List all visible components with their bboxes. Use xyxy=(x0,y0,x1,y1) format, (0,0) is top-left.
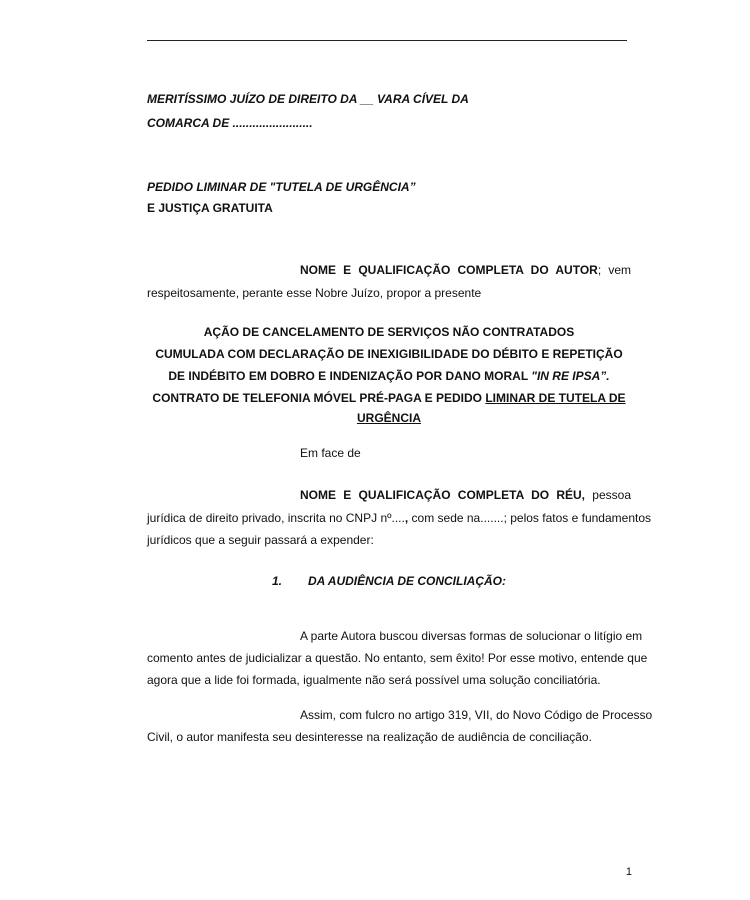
liminar-underlined: LIMINAR DE TUTELA DE xyxy=(485,391,626,405)
section1-number: 1. xyxy=(272,574,283,588)
author-name: NOME E QUALIFICAÇÃO COMPLETA DO AUTOR xyxy=(300,263,598,277)
court-address-line1: MERITÍSSIMO JUÍZO DE DIREITO DA __ VARA CÍVEL DA xyxy=(147,92,469,106)
defendant-name-tail: pessoa xyxy=(585,488,631,502)
section1-title: DA AUDIÊNCIA DE CONCILIAÇÃO: xyxy=(308,574,506,588)
defendant-line1 xyxy=(300,485,631,505)
request-title-line2: E JUSTIÇA GRATUITA xyxy=(147,201,273,215)
action-title-line4 xyxy=(147,388,631,408)
header-rule xyxy=(147,40,627,41)
action-title-line3 xyxy=(147,366,631,386)
action-title-line2: CUMULADA COM DECLARAÇÃO DE INEXIGIBILIDADE DO DÉBITO E REPETIÇÃO xyxy=(155,347,623,361)
defendant-comma: , xyxy=(404,511,409,525)
court-address-line2: COMARCA DE ........................ xyxy=(147,116,313,130)
author-line1 xyxy=(300,260,631,280)
para1-line1: A parte Autora buscou diversas formas de solucionar o litígio em xyxy=(300,629,643,643)
action-title-line4-text: CONTRATO DE TELEFONIA MÓVEL PRÉ-PAGA E PEDIDO xyxy=(152,391,486,405)
para2-line2: Civil, o autor manifesta seu desinteresse na realização de audiência de conciliação. xyxy=(147,730,592,744)
page-number: 1 xyxy=(625,866,632,878)
para2-line1: Assim, com fulcro no artigo 319, VII, do Novo Código de Processo xyxy=(300,708,653,722)
defendant-line2 xyxy=(147,508,651,528)
in-face-of: Em face de xyxy=(300,446,361,460)
defendant-name: NOME E QUALIFICAÇÃO COMPLETA DO RÉU, xyxy=(300,488,586,502)
action-title-line5 xyxy=(147,408,631,428)
action-title-line1: AÇÃO DE CANCELAMENTO DE SERVIÇOS NÃO CONTRATADOS xyxy=(203,325,575,339)
author-line2: respeitosamente, perante esse Nobre Juízo, propor a presente xyxy=(147,286,482,300)
defendant-cnpj-text: jurídica de direito privado, inscrita no CNPJ nº.... xyxy=(147,511,405,525)
in-re-ipsa: "IN RE IPSA”. xyxy=(531,369,610,383)
defendant-line3: jurídicos que a seguir passará a expender: xyxy=(147,533,374,547)
action-title-line3-text: DE INDÉBITO EM DOBRO E INDENIZAÇÃO POR DANO MORAL xyxy=(168,369,532,383)
urgencia-underlined: URGÊNCIA xyxy=(356,411,421,425)
para1-line2: comento antes de judicializar a questão. No entanto, sem êxito! Por esse motivo, entende que xyxy=(147,651,648,665)
para1-line3: agora que a lide foi formada, igualmente não será possível uma solução conciliatória. xyxy=(147,673,601,687)
request-title-line1: PEDIDO LIMINAR DE "TUTELA DE URGÊNCIA” xyxy=(147,180,416,194)
defendant-address-text: com sede na.......; pelos fatos e fundamentos xyxy=(408,511,651,525)
author-name-tail: ; vem xyxy=(597,263,631,277)
